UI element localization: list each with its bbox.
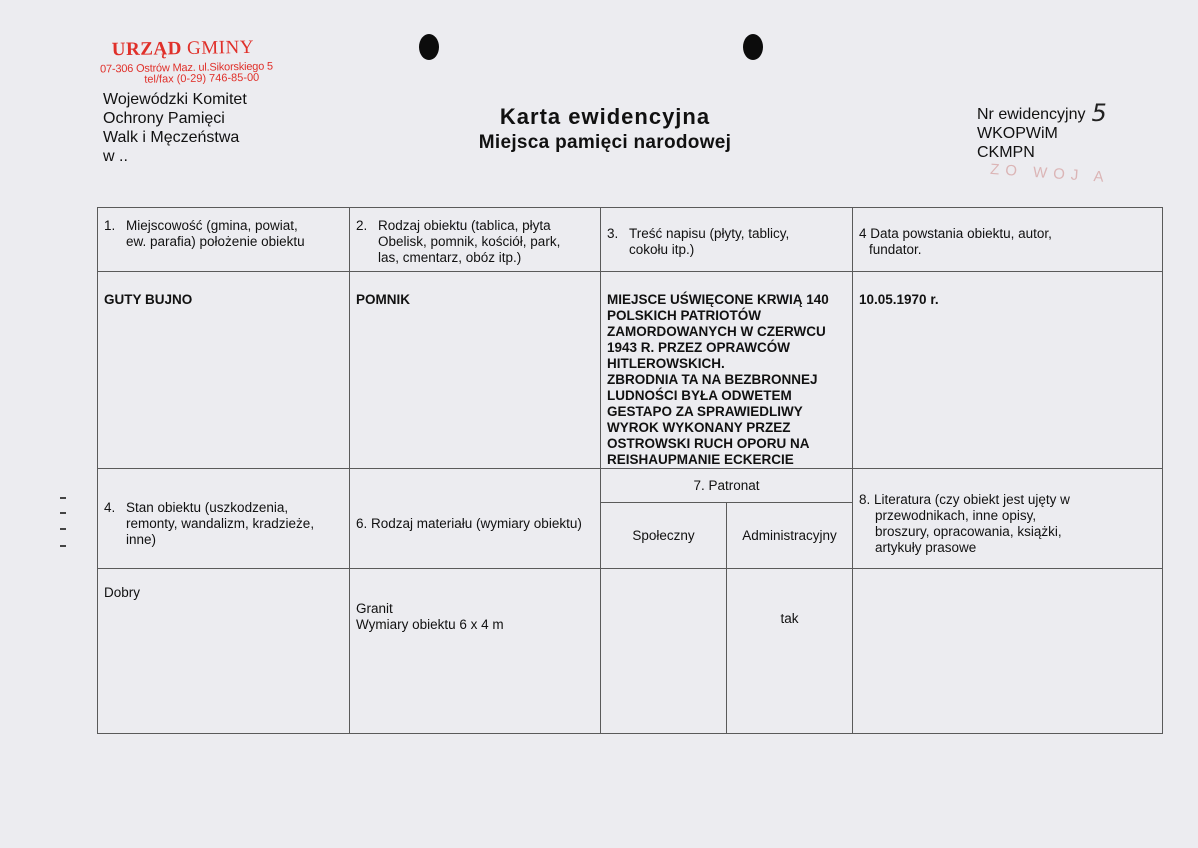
value-material: Granit Wymiary obiektu 6 x 4 m — [350, 569, 601, 734]
municipal-office-stamp — [100, 36, 274, 86]
committee-name — [103, 90, 247, 166]
punch-hole — [743, 34, 763, 60]
header-patronage-social: Społeczny — [601, 503, 727, 569]
header-condition: 4. Stan obiektu (uszkodzenia, remonty, wandalizm, kradzieże, inne) — [98, 469, 350, 569]
value-condition: Dobry — [98, 569, 350, 734]
value-date: 10.05.1970 r. — [853, 272, 1163, 469]
committee-line: Wojewódzki Komitet — [103, 91, 247, 108]
faint-stamp: ZO WOJ A — [989, 160, 1111, 187]
margin-mark — [60, 545, 66, 547]
punch-hole — [419, 34, 439, 60]
header-object-type: 2. Rodzaj obiektu (tablica, płyta Obelisk, pomnik, kościół, park, las, cmentarz, obóz itp.) — [350, 208, 601, 272]
margin-mark — [60, 528, 66, 530]
header-inscription: 3. Treść napisu (płyty, tablicy, cokołu itp.) — [601, 208, 853, 272]
registry-number: 5 — [1091, 99, 1107, 127]
value-inscription: MIEJSCE UŚWIĘCONE KRWIĄ 140 POLSKICH PATRIOTÓW ZAMORDOWANYCH W CZERWCU 1943 R. PRZEZ OPRAWCÓW HITLEROWSKICH. ZBRODNIA TA NA BEZBRONNEJ LUDNOŚCI BYŁA ODWETEM GESTAPO ZA SPRAWIEDLIWY WYROK WYKONANY PRZEZ OSTROWSKI RUCH OPORU NA REISHAUPMANIE ECKERCIE — [601, 272, 853, 469]
value-locality: GUTY BUJNO — [98, 272, 350, 469]
header-literature: 8. Literatura (czy obiekt jest ujęty w przewodnikach, inne opisy, broszury, opracowania, książki, artykuły prasowe — [853, 469, 1163, 569]
header-locality: 1. Miejscowość (gmina, powiat, ew. parafia) położenie obiektu — [98, 208, 350, 272]
stamp-title: URZĄD GMINY — [111, 36, 255, 61]
value-literature — [853, 569, 1163, 734]
title-main: Karta ewidencyjna — [499, 104, 711, 129]
document-title — [440, 104, 770, 154]
registry-line: WKOPWiM — [977, 125, 1058, 142]
registry-label: Nr ewidencyjny — [977, 106, 1086, 123]
stamp-address: 07-306 Ostrów Maz. ul.Sikorskiego 5 — [100, 60, 273, 76]
registry-number-block — [977, 99, 1107, 162]
committee-line: w .. — [103, 148, 128, 165]
value-object-type: POMNIK — [350, 272, 601, 469]
header-patronage: 7. Patronat — [601, 469, 853, 503]
stamp-phone: tel/fax (0-29) 746-85-00 — [144, 71, 260, 86]
value-patronage-social — [601, 569, 727, 734]
header-material: 6. Rodzaj materiału (wymiary obiektu) — [350, 469, 601, 569]
committee-line: Walk i Męczeństwa — [103, 129, 240, 146]
header-patronage-admin: Administracyjny — [727, 503, 853, 569]
committee-line: Ochrony Pamięci — [103, 110, 225, 127]
header-date: 4 Data powstania obiektu, autor, fundator. — [853, 208, 1163, 272]
margin-mark — [60, 512, 66, 514]
margin-mark — [60, 497, 66, 499]
registry-line: CKMPN — [977, 144, 1035, 161]
inventory-table — [97, 207, 1163, 734]
value-patronage-admin: tak — [727, 569, 853, 734]
title-sub: Miejsca pamięci narodowej — [478, 132, 732, 153]
